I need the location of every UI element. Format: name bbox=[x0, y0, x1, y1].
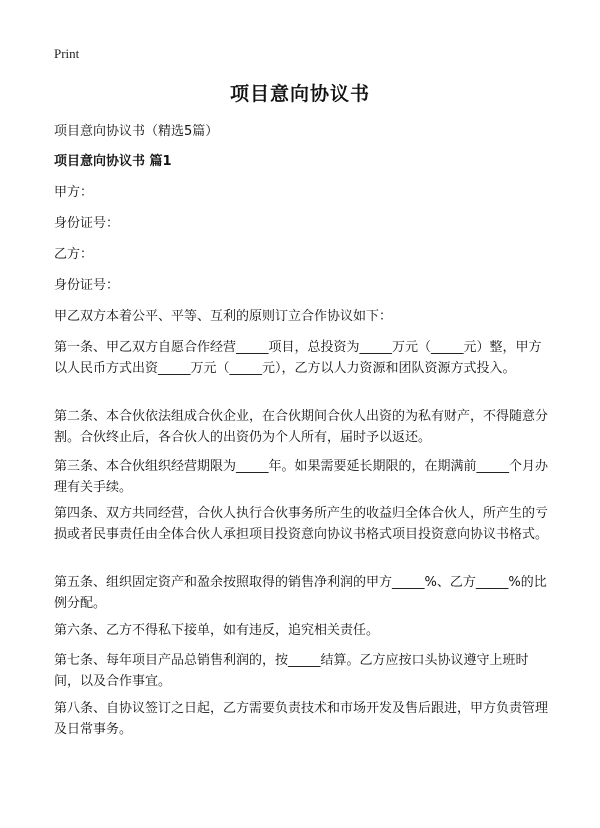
page-title: 项目意向协议书 bbox=[229, 83, 370, 105]
article-7: 第七条、每年项目产品总销售利润的，按_____结算。乙方应按口头协议遵守上班时间，以及合作事宜。 bbox=[54, 653, 529, 689]
section-heading: 项目意向协议书 篇1 bbox=[54, 154, 172, 169]
article-2: 第二条、本合伙依法组成合伙企业，在合伙期间合伙人出资的为私有财产，不得随意分割。合伙终止后，各合伙人的出资仍为个人所有，届时予以返还。 bbox=[54, 409, 549, 445]
article-8: 第八条、自协议签订之日起，乙方需要负责技术和市场开发及售后跟进，甲方负责管理及日常事务。 bbox=[54, 701, 549, 737]
article-5: 第五条、组织固定资产和盈余按照取得的销售净利润的甲方_____%、乙方_____%的比例分配。 bbox=[54, 575, 547, 611]
document-subtitle: 项目意向协议书（精选5篇） bbox=[54, 124, 219, 139]
party-b-id-label: 身份证号： bbox=[54, 278, 120, 293]
intro-paragraph: 甲乙双方本着公平、平等、互利的原则订立合作协议如下： bbox=[54, 309, 393, 324]
party-a-label: 甲方： bbox=[54, 185, 94, 200]
print-link[interactable]: Print bbox=[54, 46, 80, 61]
party-a-id-label: 身份证号： bbox=[54, 216, 120, 231]
article-1: 第一条、甲乙双方自愿合作经营_____项目，总投资为_____万元（_____元）整，甲方以人民币方式出资_____万元（_____元），乙方以人力资源和团队资源方式投入。 bbox=[54, 340, 542, 376]
article-4: 第四条、双方共同经营，合伙人执行合伙事务所产生的收益归全体合伙人，所产生的亏损或者民事责任由全体合伙人承担项目投资意向协议书格式项目投资意向协议书格式。 bbox=[54, 506, 549, 542]
article-6: 第六条、乙方不得私下接单，如有违反，追究相关责任。 bbox=[54, 623, 380, 638]
article-3: 第三条、本合伙组织经营期限为_____年。如果需要延长期限的，在期满前_____个月办理有关手续。 bbox=[54, 459, 549, 495]
party-b-label: 乙方： bbox=[54, 247, 94, 262]
